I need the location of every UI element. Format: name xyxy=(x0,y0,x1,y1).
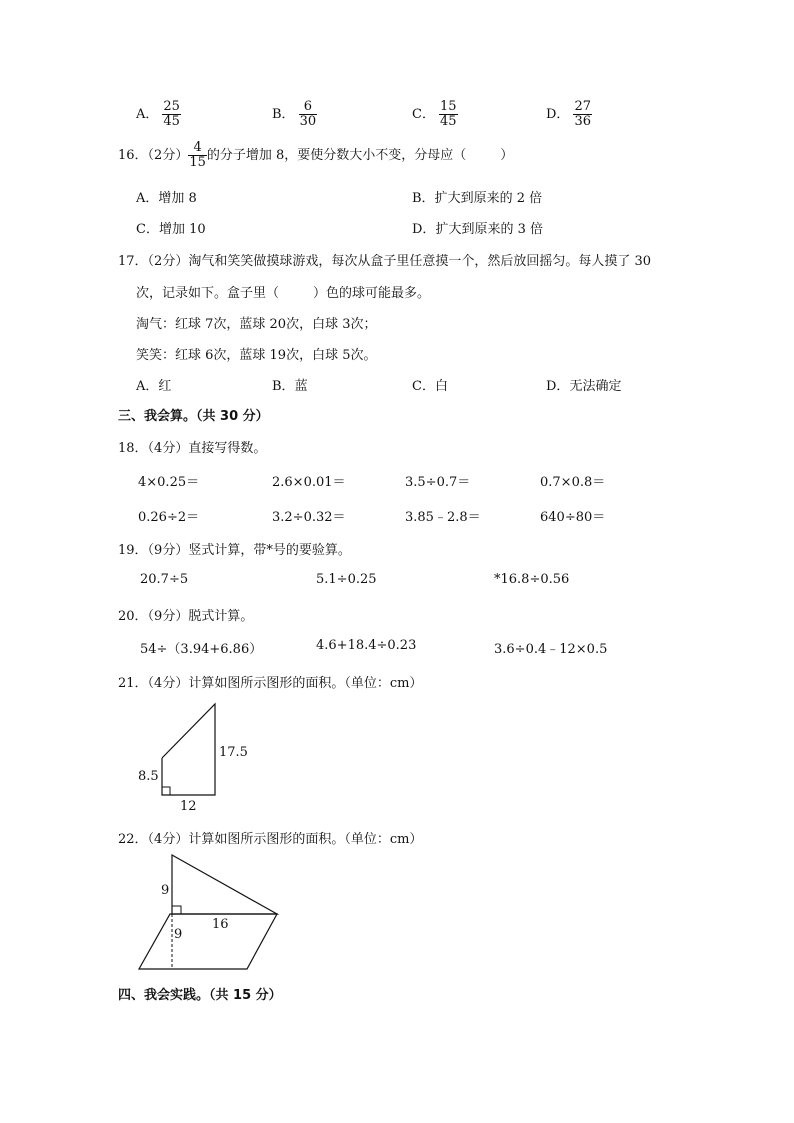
q15-option-a xyxy=(136,100,181,129)
q18-item: 3.85﹣2.8＝ xyxy=(405,510,481,525)
q16-option-d: D．扩大到原来的 3 倍 xyxy=(412,222,543,237)
triangle-outline xyxy=(172,855,277,914)
q22-title: 22．（4分）计算如图所示图形的面积。（单位：cm） xyxy=(118,832,423,847)
trapezoid-outline xyxy=(162,704,215,795)
q18-item: 640÷80＝ xyxy=(540,510,606,525)
fraction: $\frac{25}{45}$ xyxy=(163,99,180,129)
question-number: 16．（2分） xyxy=(118,148,189,163)
right-angle-mark xyxy=(172,906,181,914)
label-bottom: 12 xyxy=(180,799,197,814)
q20-item: 54÷（3.94+6.86） xyxy=(140,642,263,657)
q15-option-b xyxy=(272,100,317,129)
fraction: $\frac{27}{36}$ xyxy=(574,99,591,129)
q19-item: 20.7÷5 xyxy=(140,572,189,587)
q17-option-d: D．无法确定 xyxy=(546,379,622,394)
label-upper-height: 9 xyxy=(161,883,170,898)
q20-title: 20．（9分）脱式计算。 xyxy=(118,609,254,624)
q17-option-b: B．蓝 xyxy=(272,379,308,394)
option-label: B． xyxy=(272,107,295,122)
q17-option-a: A．红 xyxy=(136,379,172,394)
q17-line-4: 笑笑：红球 6次，蓝球 19次，白球 5次。 xyxy=(136,348,377,363)
q15-option-c xyxy=(412,100,458,129)
q17-line-3: 淘气：红球 7次，蓝球 20次，白球 3次； xyxy=(136,317,377,332)
q18-title: 18．（4分）直接写得数。 xyxy=(118,441,267,456)
option-label: C． xyxy=(412,107,435,122)
q18-item: 3.2÷0.32＝ xyxy=(272,510,346,525)
right-angle-mark xyxy=(162,787,170,795)
q18-item: 2.6×0.01＝ xyxy=(272,475,346,490)
q17-line-2: 次，记录如下。盒子里（ ）色的球可能最多。 xyxy=(136,286,431,301)
section-heading-3: 三、我会算。（共 30 分） xyxy=(118,409,269,424)
question-text: 的分子增加 8，要使分数大小不变，分母应（ xyxy=(206,148,467,163)
q18-item: 0.26÷2＝ xyxy=(138,510,200,525)
label-base: 16 xyxy=(212,917,229,932)
q19-title: 19．（9分）竖式计算，带*号的要验算。 xyxy=(118,543,351,558)
q16-option-a: A．增加 8 xyxy=(136,191,197,206)
q21-trapezoid-figure xyxy=(130,698,260,814)
q17-option-c: C．白 xyxy=(412,379,448,394)
q16-option-c: C．增加 10 xyxy=(136,222,206,237)
fraction: $\frac{4}{15}$ xyxy=(189,140,206,170)
label-lower-height: 9 xyxy=(174,927,183,942)
parallelogram-outline xyxy=(139,914,277,969)
q19-item: *16.8÷0.56 xyxy=(494,572,570,587)
question-text-end: ） xyxy=(500,148,514,163)
label-right-side: 17.5 xyxy=(219,745,248,760)
q15-option-d xyxy=(546,100,592,129)
q21-title: 21．（4分）计算如图所示图形的面积。（单位：cm） xyxy=(118,676,423,691)
q20-item: 3.6÷0.4﹣12×0.5 xyxy=(494,642,608,657)
q22-composite-figure xyxy=(130,850,300,974)
q18-item: 0.7×0.8＝ xyxy=(540,475,606,490)
q16-stem xyxy=(118,141,513,170)
q18-item: 3.5÷0.7＝ xyxy=(405,475,471,490)
q20-item: 4.6+18.4÷0.23 xyxy=(316,638,417,653)
fraction: $\frac{15}{45}$ xyxy=(439,99,457,129)
option-label: D． xyxy=(546,107,570,122)
q17-line-1: 17．（2分）淘气和笑笑做摸球游戏，每次从盒子里任意摸一个，然后放回摇匀。每人摸了 30 xyxy=(118,254,651,269)
fraction: $\frac{6}{30}$ xyxy=(299,99,317,129)
label-left-side: 8.5 xyxy=(138,769,159,784)
q19-item: 5.1÷0.25 xyxy=(316,572,377,587)
option-label: A． xyxy=(136,107,159,122)
q16-option-b: B．扩大到原来的 2 倍 xyxy=(412,191,543,206)
q18-item: 4×0.25＝ xyxy=(138,475,200,490)
section-heading-4: 四、我会实践。（共 15 分） xyxy=(118,988,282,1003)
